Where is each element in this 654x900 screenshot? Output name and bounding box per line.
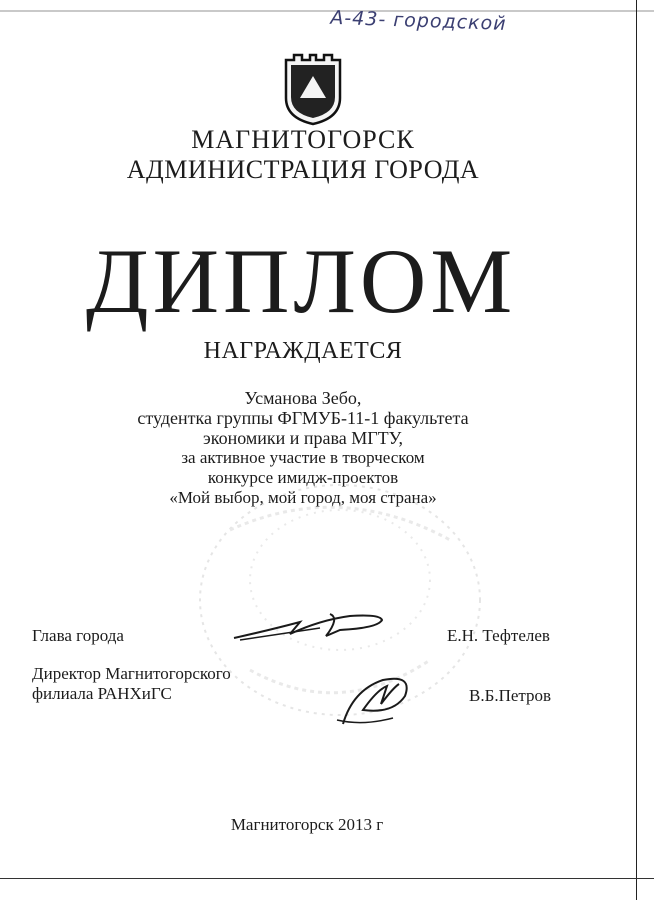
awarded-label: НАГРАЖДАЕТСЯ <box>203 338 403 364</box>
scan-right-edge <box>636 0 637 900</box>
city-crest-icon <box>280 52 346 126</box>
scan-top-edge <box>0 10 654 12</box>
award-text-line: за активное участие в творческом <box>181 448 425 467</box>
city-heading: МАГНИТОГОРСК <box>191 125 415 154</box>
award-text-line: студентка группы ФГМУБ-11-1 факультета <box>137 408 469 428</box>
contest-name: «Мой выбор, мой город, моя страна» <box>169 488 437 507</box>
signatory-title <box>32 664 231 704</box>
signatory-name: В.Б.Петров <box>469 686 552 705</box>
signatory-title-line: Директор Магнитогорского <box>32 664 231 683</box>
award-text <box>0 388 606 508</box>
signatory-title-line: филиала РАНХиГС <box>32 684 172 703</box>
recipient-name: Усманова Зебо, <box>244 388 362 408</box>
place-and-year: Магнитогорск 2013 г <box>230 815 384 834</box>
handwritten-note: А-43- городской <box>330 6 507 35</box>
diploma-title: ДИПЛОМ <box>85 230 517 332</box>
award-text-line: конкурсе имидж-проектов <box>207 468 399 487</box>
administration-heading: АДМИНИСТРАЦИЯ ГОРОДА <box>126 155 480 184</box>
signatory-title-line: Глава города <box>32 626 124 645</box>
signatory-name: Е.Н. Тефтелев <box>447 626 550 645</box>
scan-bottom-edge <box>0 878 654 879</box>
signature-1 <box>230 608 390 648</box>
signatory-title <box>32 626 124 646</box>
signature-2 <box>333 670 423 728</box>
award-text-line: экономики и права МГТУ, <box>203 428 403 448</box>
